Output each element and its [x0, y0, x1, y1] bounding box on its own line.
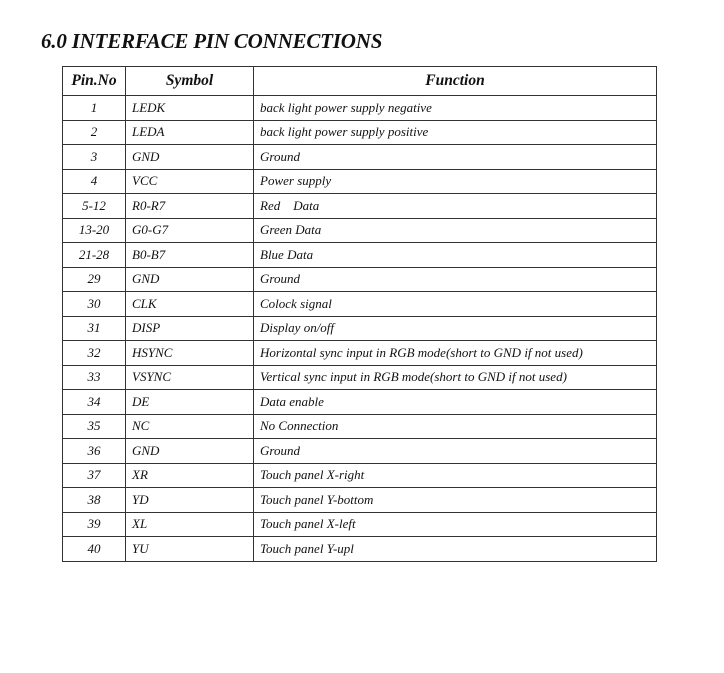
table-row — [63, 243, 657, 268]
pin-cell: 4 — [63, 169, 126, 194]
pin-cell: 21-28 — [63, 243, 126, 268]
function-cell: Vertical sync input in RGB mode(short to GND if not used) — [254, 365, 657, 390]
symbol-cell: XL — [126, 512, 254, 537]
section-title: 6.0 INTERFACE PIN CONNECTIONS — [41, 29, 383, 53]
table-row — [63, 365, 657, 390]
pin-cell: 34 — [63, 390, 126, 415]
table-header-row — [63, 67, 657, 96]
symbol-cell: VCC — [126, 169, 254, 194]
table-row — [63, 120, 657, 145]
symbol-cell: YD — [126, 488, 254, 513]
function-cell: Ground — [254, 267, 657, 292]
symbol-cell: GND — [126, 267, 254, 292]
pin-connections-table — [62, 66, 657, 562]
table-row — [63, 145, 657, 170]
table-row — [63, 316, 657, 341]
function-cell: No Connection — [254, 414, 657, 439]
table-row — [63, 414, 657, 439]
table-row — [63, 488, 657, 513]
table-row — [63, 341, 657, 366]
function-cell: Ground — [254, 439, 657, 464]
pin-cell: 38 — [63, 488, 126, 513]
table-row — [63, 218, 657, 243]
function-cell: Touch panel X-left — [254, 512, 657, 537]
function-cell: Horizontal sync input in RGB mode(short to GND if not used) — [254, 341, 657, 366]
table-row — [63, 96, 657, 121]
pin-cell: 32 — [63, 341, 126, 366]
function-cell: Touch panel Y-upl — [254, 537, 657, 562]
function-cell: Green Data — [254, 218, 657, 243]
pin-cell: 35 — [63, 414, 126, 439]
pin-cell: 39 — [63, 512, 126, 537]
table-row — [63, 292, 657, 317]
function-cell: Data enable — [254, 390, 657, 415]
header-symbol: Symbol — [126, 67, 254, 96]
pin-cell: 31 — [63, 316, 126, 341]
table-body — [63, 96, 657, 562]
symbol-cell: VSYNC — [126, 365, 254, 390]
pin-cell: 5-12 — [63, 194, 126, 219]
function-cell: Ground — [254, 145, 657, 170]
function-cell: Display on/off — [254, 316, 657, 341]
pin-cell: 2 — [63, 120, 126, 145]
symbol-cell: GND — [126, 145, 254, 170]
pin-cell: 36 — [63, 439, 126, 464]
table-row — [63, 267, 657, 292]
table-row — [63, 439, 657, 464]
symbol-cell: CLK — [126, 292, 254, 317]
symbol-cell: HSYNC — [126, 341, 254, 366]
table-row — [63, 390, 657, 415]
symbol-cell: DISP — [126, 316, 254, 341]
function-cell: back light power supply negative — [254, 96, 657, 121]
table-row — [63, 194, 657, 219]
symbol-cell: G0-G7 — [126, 218, 254, 243]
header-pin-no: Pin.No — [63, 67, 126, 96]
pin-cell: 37 — [63, 463, 126, 488]
pin-cell: 30 — [63, 292, 126, 317]
pin-cell: 40 — [63, 537, 126, 562]
function-cell: Touch panel Y-bottom — [254, 488, 657, 513]
table-row — [63, 463, 657, 488]
header-function: Function — [254, 67, 657, 96]
table-row — [63, 169, 657, 194]
pin-cell: 3 — [63, 145, 126, 170]
function-cell: Blue Data — [254, 243, 657, 268]
symbol-cell: R0-R7 — [126, 194, 254, 219]
table-row — [63, 512, 657, 537]
pin-cell: 29 — [63, 267, 126, 292]
function-cell: Touch panel X-right — [254, 463, 657, 488]
symbol-cell: YU — [126, 537, 254, 562]
function-cell: Power supply — [254, 169, 657, 194]
symbol-cell: XR — [126, 463, 254, 488]
symbol-cell: B0-B7 — [126, 243, 254, 268]
table-row — [63, 537, 657, 562]
pin-cell: 1 — [63, 96, 126, 121]
pin-cell: 33 — [63, 365, 126, 390]
function-cell: Colock signal — [254, 292, 657, 317]
symbol-cell: LEDA — [126, 120, 254, 145]
symbol-cell: LEDK — [126, 96, 254, 121]
symbol-cell: NC — [126, 414, 254, 439]
function-cell: Red Data — [254, 194, 657, 219]
symbol-cell: GND — [126, 439, 254, 464]
function-cell: back light power supply positive — [254, 120, 657, 145]
pin-cell: 13-20 — [63, 218, 126, 243]
symbol-cell: DE — [126, 390, 254, 415]
